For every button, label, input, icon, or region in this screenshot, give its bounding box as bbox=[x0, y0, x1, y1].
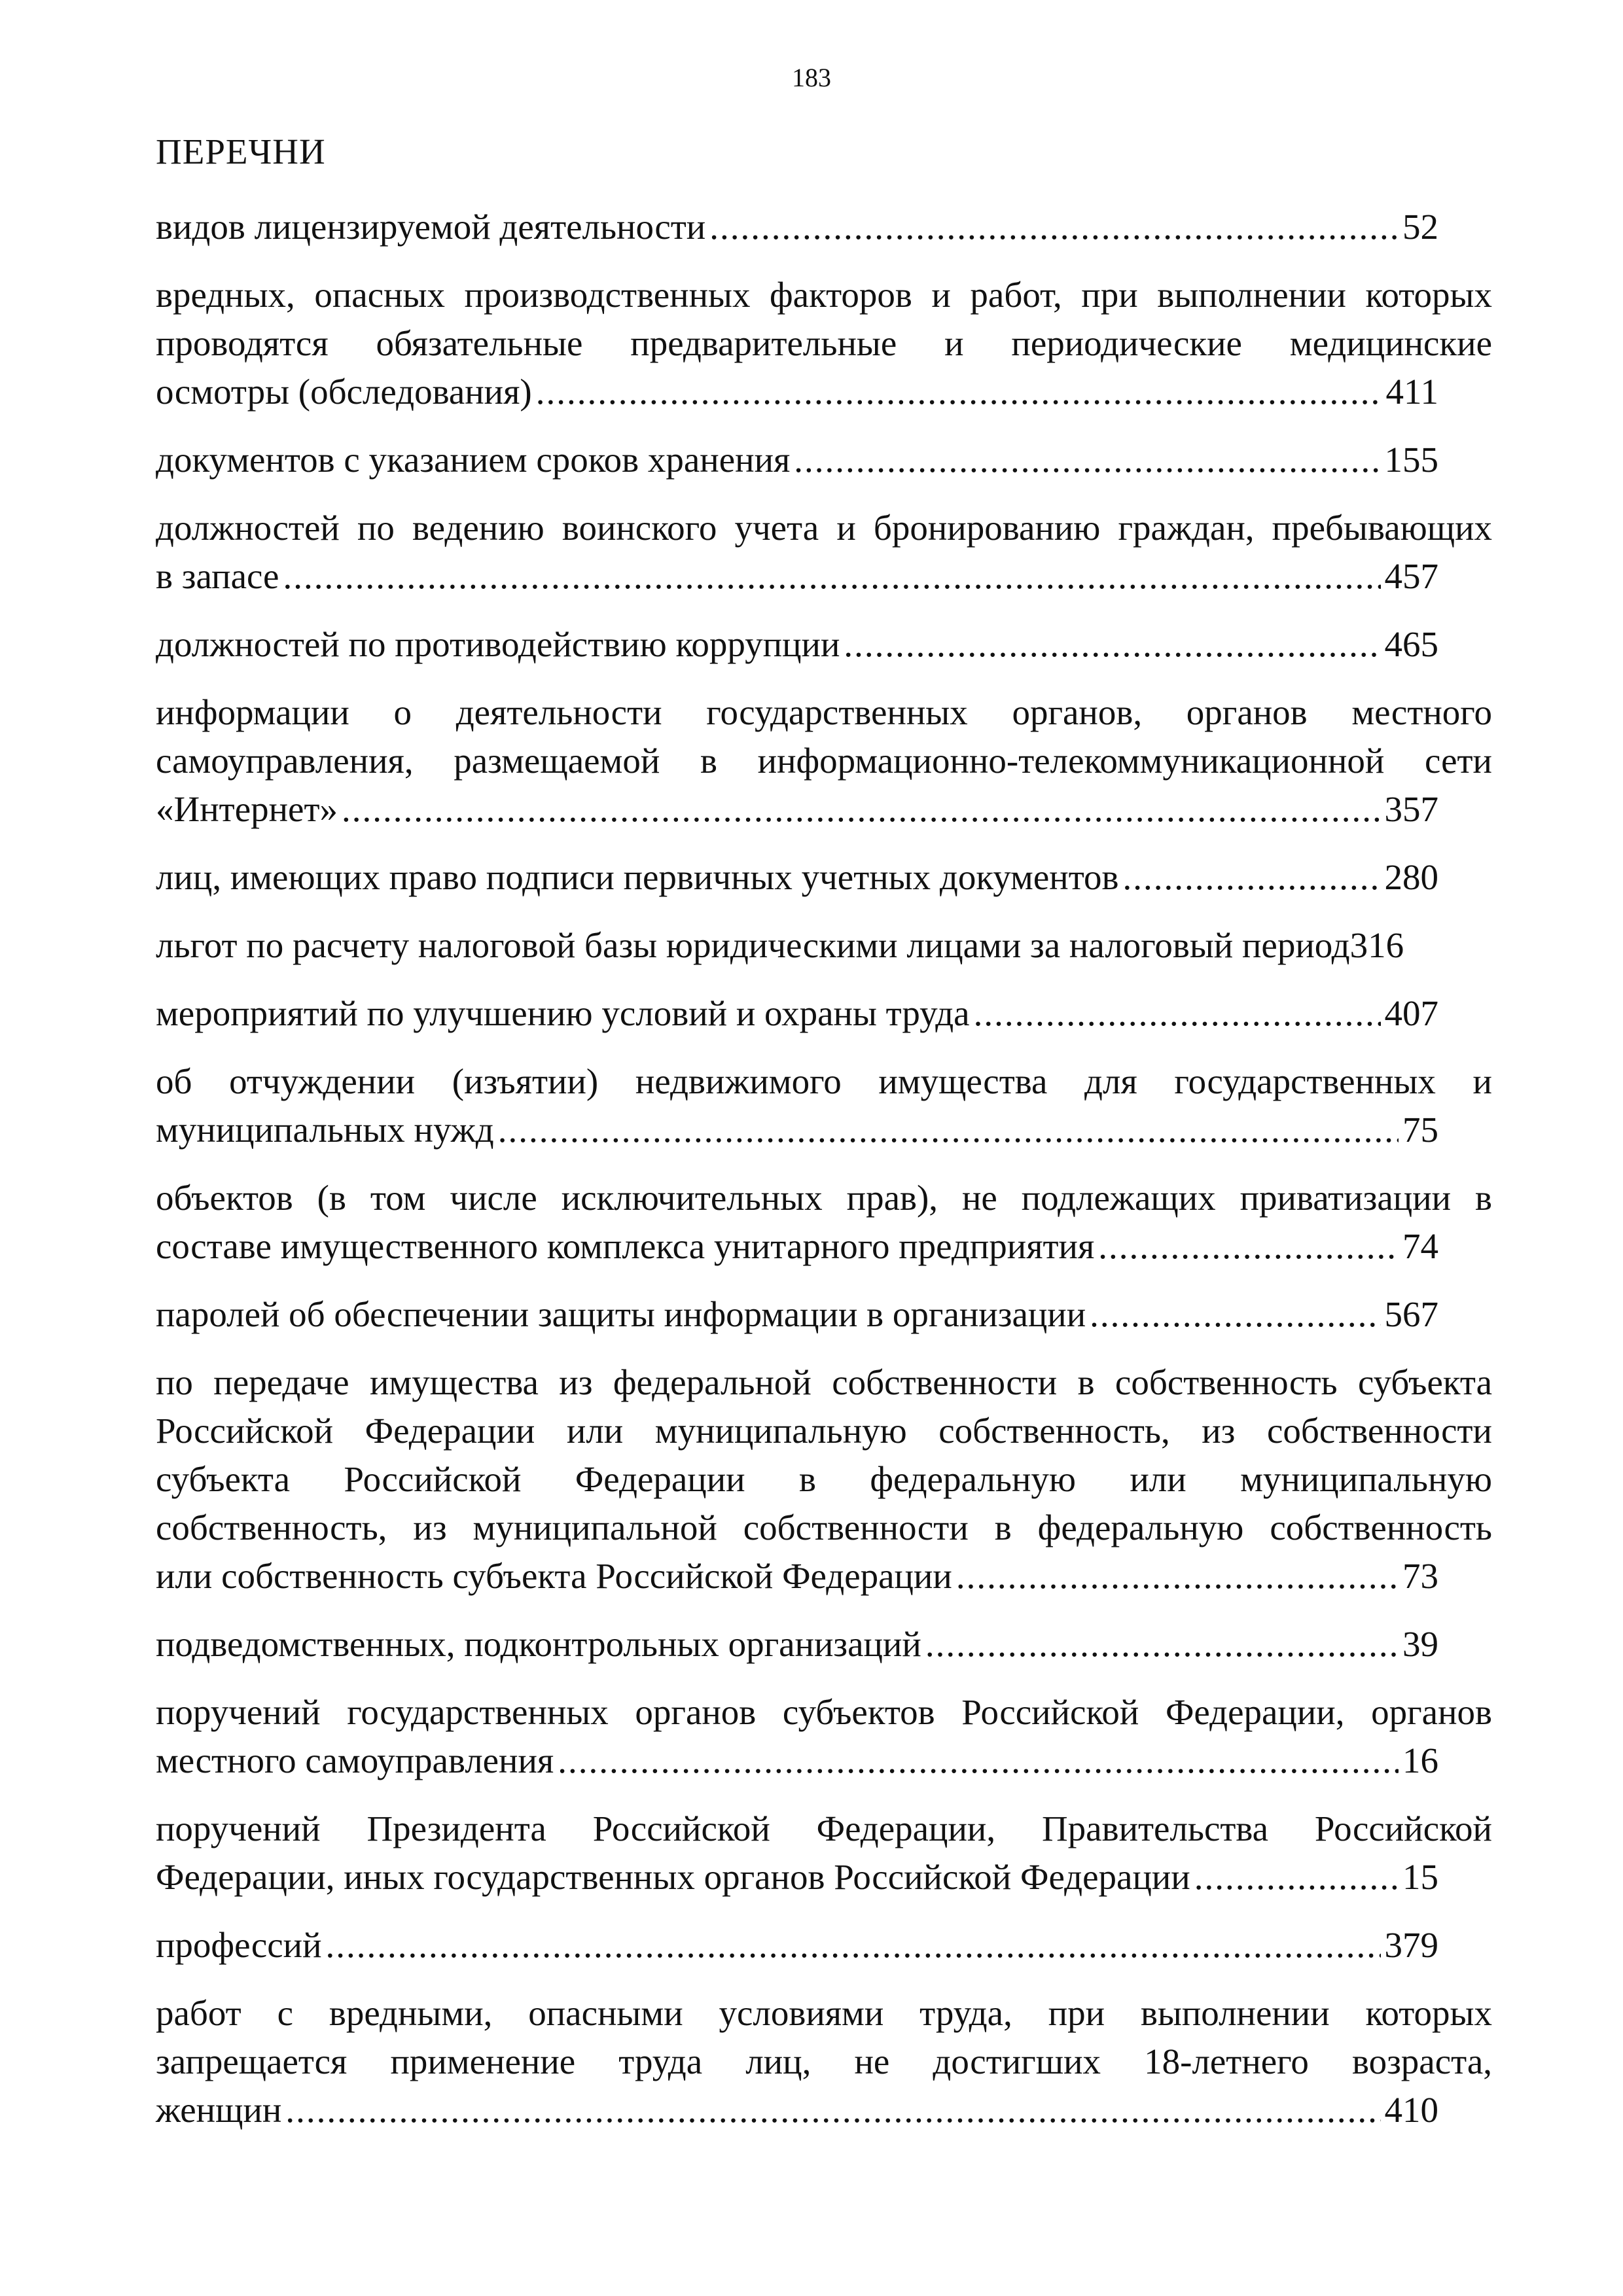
entry-last-line bbox=[156, 1620, 1438, 1669]
section-title: ПЕРЕЧНИ bbox=[156, 132, 326, 171]
index-entry bbox=[156, 271, 1492, 416]
entry-line: работ с вредными, опасными условиями труда, при выполнении которых bbox=[156, 1993, 1492, 2033]
index-entry bbox=[156, 1057, 1492, 1154]
entry-page-number: 411 bbox=[1385, 372, 1438, 412]
index-entry bbox=[156, 203, 1492, 251]
index-entry bbox=[156, 1921, 1492, 1969]
entry-last-line bbox=[156, 203, 1438, 251]
index-entry bbox=[156, 688, 1492, 834]
index-entry bbox=[156, 1688, 1492, 1785]
index-entry bbox=[156, 620, 1492, 669]
entry-last-line bbox=[156, 785, 1438, 834]
entry-line: информации о деятельности государственных органов, органов местного bbox=[156, 692, 1492, 732]
dot-leader bbox=[925, 1620, 1399, 1669]
index-entry bbox=[156, 989, 1492, 1038]
entry-page-number: 357 bbox=[1384, 789, 1438, 829]
entry-line: поручений Президента Российской Федерации, Правительства Российской bbox=[156, 1809, 1492, 1848]
index-entry bbox=[156, 1290, 1492, 1339]
entry-last-line bbox=[156, 552, 1438, 601]
entry-line: об отчуждении (изъятии) недвижимого имущества для государственных и bbox=[156, 1061, 1492, 1101]
entry-last-line bbox=[156, 1853, 1438, 1901]
entry-text: составе имущественного комплекса унитарного предприятия bbox=[156, 1226, 1095, 1266]
dot-leader bbox=[498, 1106, 1399, 1154]
entry-line: собственность, из муниципальной собственности в федеральную собственность bbox=[156, 1508, 1492, 1547]
page-number: 183 bbox=[792, 63, 831, 92]
dot-leader bbox=[1098, 1222, 1399, 1271]
entry-text: документов с указанием сроков хранения bbox=[156, 440, 791, 480]
dot-leader bbox=[1194, 1853, 1399, 1901]
entry-last-line bbox=[156, 1106, 1438, 1154]
entry-text: профессий bbox=[156, 1925, 322, 1965]
entry-last-line bbox=[156, 989, 1438, 1038]
index-entry bbox=[156, 853, 1492, 902]
entry-last-line bbox=[156, 1222, 1438, 1271]
entry-page-number: 39 bbox=[1402, 1624, 1438, 1664]
entry-last-line bbox=[156, 2086, 1438, 2134]
entry-page-number: 410 bbox=[1384, 2090, 1438, 2130]
index-entry bbox=[156, 1358, 1492, 1600]
entry-line: Российской Федерации или муниципальную собственность, из собственности bbox=[156, 1411, 1492, 1451]
entry-text: «Интернет» bbox=[156, 789, 338, 829]
index-entry bbox=[156, 1805, 1492, 1901]
entry-page-number: 15 bbox=[1402, 1857, 1438, 1897]
entry-text: в запасе bbox=[156, 556, 279, 596]
dot-leader bbox=[974, 989, 1381, 1038]
index-entry bbox=[156, 436, 1492, 484]
entry-page-number: 155 bbox=[1384, 440, 1438, 480]
index-entry bbox=[156, 1620, 1492, 1669]
entry-line: по передаче имущества из федеральной собственности в собственность субъекта bbox=[156, 1362, 1492, 1402]
dot-leader bbox=[1090, 1290, 1380, 1339]
dot-leader bbox=[285, 2086, 1380, 2134]
entry-text: или собственность субъекта Российской Федерации bbox=[156, 1556, 952, 1596]
index-entry bbox=[156, 921, 1492, 970]
entry-last-line bbox=[156, 1290, 1438, 1339]
entry-line: самоуправления, размещаемой в информационно-телекоммуникационной сети bbox=[156, 741, 1492, 781]
dot-leader bbox=[1123, 853, 1381, 902]
dot-leader bbox=[794, 436, 1380, 484]
entry-last-line bbox=[156, 436, 1438, 484]
dot-leader bbox=[342, 785, 1381, 834]
index-entry bbox=[156, 1989, 1492, 2134]
entry-line: объектов (в том числе исключительных прав), не подлежащих приватизации в bbox=[156, 1178, 1492, 1218]
entry-text: лиц, имеющих право подписи первичных учетных документов bbox=[156, 857, 1119, 897]
entry-page-number: 73 bbox=[1402, 1556, 1438, 1596]
entry-page-number: 567 bbox=[1384, 1294, 1438, 1334]
entry-page-number: 457 bbox=[1384, 556, 1438, 596]
entry-page-number: 407 bbox=[1384, 993, 1438, 1033]
dot-leader bbox=[558, 1737, 1399, 1785]
entry-line: должностей по ведению воинского учета и бронированию граждан, пребывающих bbox=[156, 508, 1492, 548]
entry-text: подведомственных, подконтрольных организаций bbox=[156, 1624, 921, 1664]
entry-last-line bbox=[156, 620, 1438, 669]
entry-page-number: 75 bbox=[1402, 1110, 1438, 1150]
entry-text: льгот по расчету налоговой базы юридическими лицами за налоговый период bbox=[156, 925, 1350, 965]
entry-last-line bbox=[156, 368, 1438, 416]
entry-text: мероприятий по улучшению условий и охраны труда bbox=[156, 993, 970, 1033]
index-entries bbox=[156, 203, 1492, 2154]
entry-page-number: 280 bbox=[1384, 857, 1438, 897]
entry-line: проводятся обязательные предварительные и периодические медицинские bbox=[156, 323, 1492, 363]
entry-page-number: 74 bbox=[1402, 1226, 1438, 1266]
dot-leader bbox=[536, 368, 1382, 416]
entry-last-line bbox=[156, 1552, 1438, 1600]
entry-line: поручений государственных органов субъектов Российской Федерации, органов bbox=[156, 1692, 1492, 1732]
entry-text: муниципальных нужд bbox=[156, 1110, 494, 1150]
entry-text: осмотры (обследования) bbox=[156, 372, 532, 412]
entry-page-number: 465 bbox=[1384, 624, 1438, 664]
entry-last-line bbox=[156, 853, 1438, 902]
entry-text: местного самоуправления bbox=[156, 1740, 554, 1780]
entry-line: субъекта Российской Федерации в федеральную или муниципальную bbox=[156, 1459, 1492, 1499]
entry-last-line bbox=[156, 1737, 1438, 1785]
dot-leader bbox=[956, 1552, 1399, 1600]
index-entry bbox=[156, 1174, 1492, 1271]
entry-page-number: 52 bbox=[1402, 207, 1438, 247]
entry-page-number: 316 bbox=[1349, 925, 1404, 965]
dot-leader bbox=[844, 620, 1380, 669]
entry-text: видов лицензируемой деятельности bbox=[156, 207, 706, 247]
dot-leader bbox=[709, 203, 1399, 251]
entry-last-line bbox=[156, 1921, 1438, 1969]
entry-page-number: 16 bbox=[1402, 1740, 1438, 1780]
entry-page-number: 379 bbox=[1384, 1925, 1438, 1965]
entry-text: Федерации, иных государственных органов Российской Федерации bbox=[156, 1857, 1190, 1897]
entry-last-line bbox=[156, 921, 1492, 970]
entry-line: вредных, опасных производственных факторов и работ, при выполнении которых bbox=[156, 275, 1492, 315]
entry-text: паролей об обеспечении защиты информации в организации bbox=[156, 1294, 1086, 1334]
entry-line: запрещается применение труда лиц, не достигших 18-летнего возраста, bbox=[156, 2041, 1492, 2081]
dot-leader bbox=[326, 1921, 1381, 1969]
entry-text: должностей по противодействию коррупции bbox=[156, 624, 840, 664]
entry-text: женщин bbox=[156, 2090, 282, 2130]
dot-leader bbox=[283, 552, 1380, 601]
index-entry bbox=[156, 504, 1492, 601]
